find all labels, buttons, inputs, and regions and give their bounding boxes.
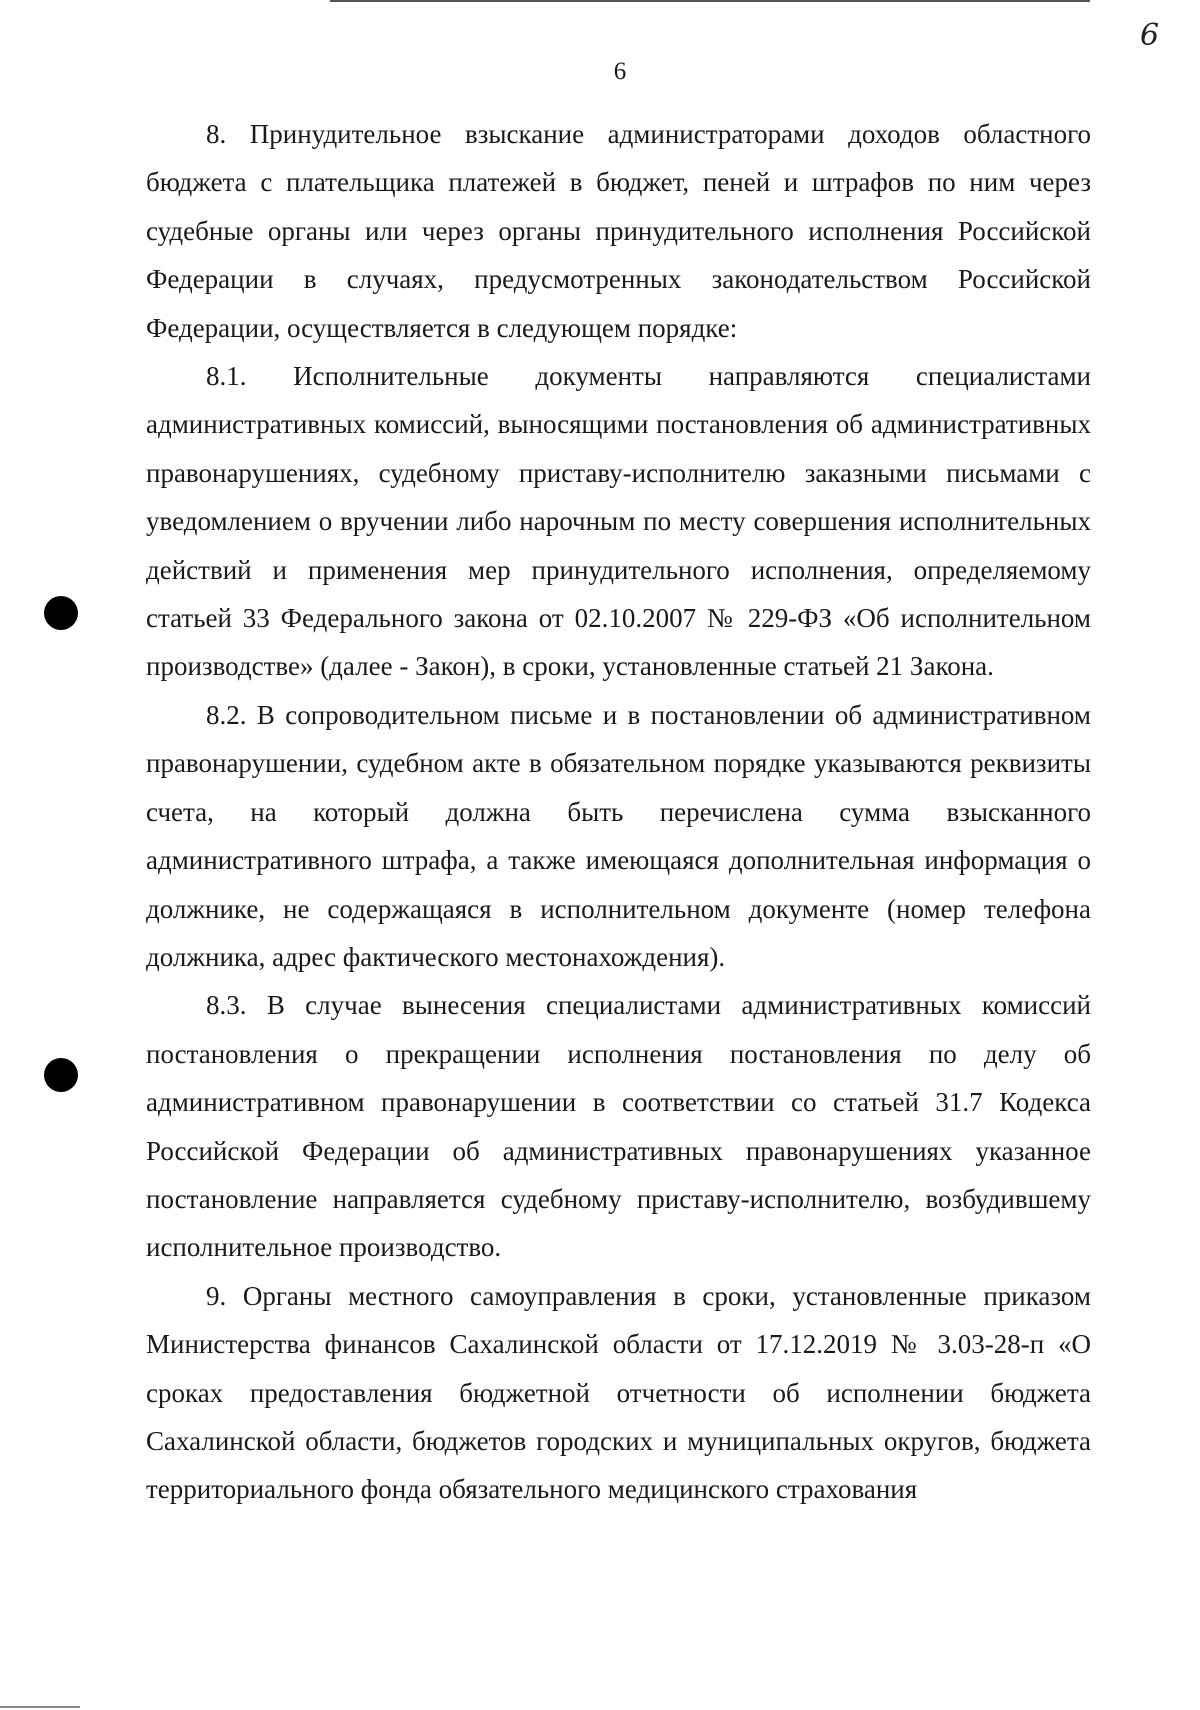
paragraph-8-1: 8.1. Исполнительные документы направляются специалистами административных комиссий, выносящими постановления об административных правонарушениях, судебному приставу-исполнителю заказными письмами с уведомлением о вручении либо нарочным по месту совершения исполнительных действий и применения мер принудительного исполнения, определяемому статьей 33 Федерального закона от 02.10.2007 № 229-ФЗ «Об исполнительном производстве» (далее - Закон), в сроки, установленные статьей 21 Закона. — [146, 361, 1091, 682]
handwritten-page-number: 6 — [1140, 18, 1160, 53]
bottom-edge-mark — [0, 1706, 80, 1708]
punch-hole-lower — [44, 1058, 78, 1092]
punch-hole-upper — [44, 596, 78, 630]
paragraph-8-3: 8.3. В случае вынесения специалистами административных комиссий постановления о прекращении исполнения постановления по делу об административном правонарушении в соответствии со статьей 31.7 Кодекса Российской Федерации об административных правонарушениях указанное постановление направляется судебному приставу-исполнителю, возбудившему исполнительное производство. — [146, 990, 1091, 1263]
page-number: 6 — [613, 58, 627, 85]
paragraph-9: 9. Органы местного самоуправления в сроки, установленные приказом Министерства финансов Сахалинской области от 17.12.2019 № 3.03-28-п «О сроках предоставления бюджетной отчетности об исполнении бюджета Сахалинской области, бюджетов городских и муниципальных округов, бюджета территориального фонда обязательного медицинского страхования — [146, 1280, 1091, 1505]
top-edge-line — [330, 0, 1090, 2]
paragraph-8-2: 8.2. В сопроводительном письме и в постановлении об административном правонарушении, судебном акте в обязательном порядке указываются реквизиты счета, на который должна быть перечислена сумма взысканного административного штрафа, а также имеющаяся дополнительная информация о должнике, не содержащаяся в исполнительном документе (номер телефона должника, адрес фактического местонахождения). — [146, 699, 1091, 972]
document-body — [146, 110, 1091, 1514]
paragraph-8: 8. Принудительное взыскание администраторами доходов областного бюджета с плательщика платежей в бюджет, пеней и штрафов по ним через судебные органы или через органы принудительного исполнения Российской Федерации в случаях, предусмотренных законодательством Российской Федерации, осуществляется в следующем порядке: — [146, 119, 1091, 343]
